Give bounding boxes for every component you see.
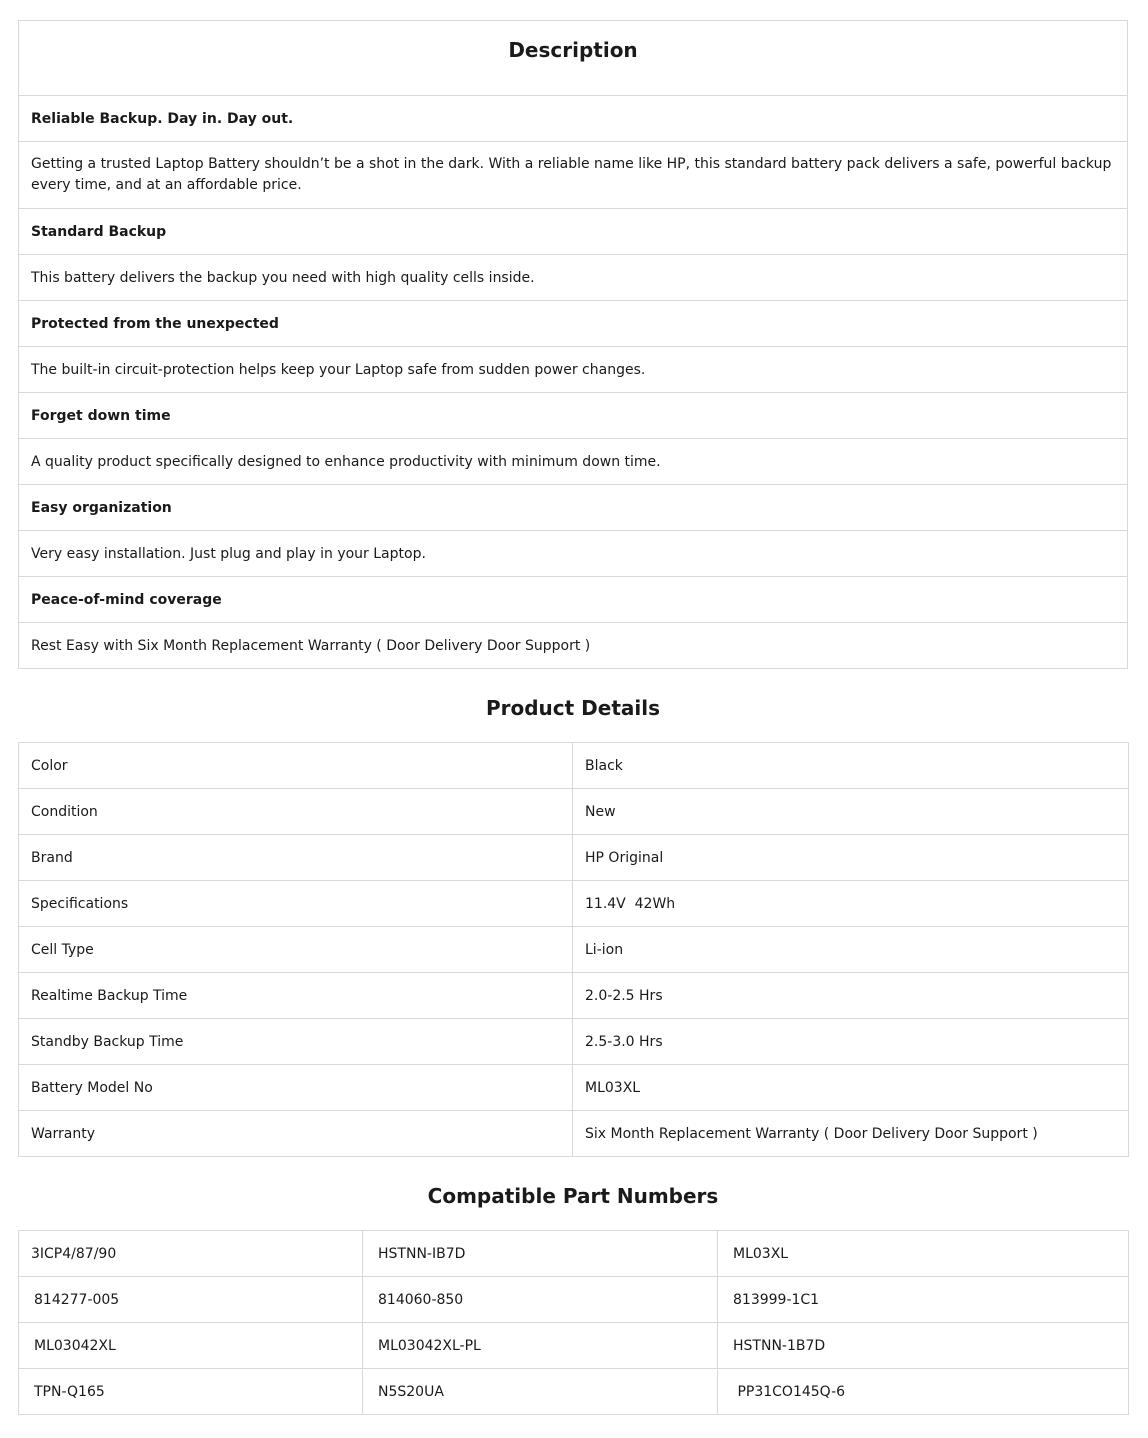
- detail-value: 11.4V 42Wh: [573, 881, 1129, 927]
- detail-value: New: [573, 789, 1129, 835]
- description-heading: Protected from the unexpected: [19, 301, 1128, 347]
- table-row: [19, 881, 1129, 927]
- detail-value: 2.5-3.0 Hrs: [573, 1019, 1129, 1065]
- detail-label: Warranty: [19, 1111, 573, 1157]
- table-row: [19, 789, 1129, 835]
- product-details-title: Product Details: [485, 696, 661, 720]
- description-text: A quality product specifically designed to enhance productivity with minimum down time.: [19, 439, 1128, 485]
- detail-value: 2.0-2.5 Hrs: [573, 973, 1129, 1019]
- table-row: [19, 973, 1129, 1019]
- part-number: HSTNN-IB7D: [363, 1231, 718, 1277]
- description-text: Very easy installation. Just plug and play in your Laptop.: [19, 531, 1128, 577]
- product-details-table: [18, 742, 1129, 1157]
- detail-label: Color: [19, 743, 573, 789]
- detail-value: Black: [573, 743, 1129, 789]
- description-title: Description: [19, 21, 1128, 96]
- detail-value: HP Original: [573, 835, 1129, 881]
- part-number: 814060-850: [363, 1277, 718, 1323]
- detail-label: Condition: [19, 789, 573, 835]
- description-table: [18, 20, 1128, 669]
- part-number: TPN-Q165: [19, 1369, 363, 1415]
- description-heading: Reliable Backup. Day in. Day out.: [19, 96, 1128, 142]
- compatible-parts-title: Compatible Part Numbers: [427, 1184, 719, 1208]
- product-page: [18, 20, 1128, 1415]
- detail-label: Cell Type: [19, 927, 573, 973]
- description-text: The built-in circuit-protection helps keep your Laptop safe from sudden power changes.: [19, 347, 1128, 393]
- description-text: Rest Easy with Six Month Replacement Warranty ( Door Delivery Door Support ): [19, 623, 1128, 669]
- detail-label: Realtime Backup Time: [19, 973, 573, 1019]
- part-number: 3ICP4/87/90: [19, 1231, 363, 1277]
- part-number: PP31CO145Q-6: [718, 1369, 1129, 1415]
- description-text: This battery delivers the backup you need with high quality cells inside.: [19, 255, 1128, 301]
- part-number: 813999-1C1: [718, 1277, 1129, 1323]
- part-number: ML03042XL-PL: [363, 1323, 718, 1369]
- detail-label: Battery Model No: [19, 1065, 573, 1111]
- table-row: [19, 1369, 1129, 1415]
- table-row: [19, 1019, 1129, 1065]
- table-row: [19, 1231, 1129, 1277]
- description-heading: Forget down time: [19, 393, 1128, 439]
- part-number: N5S20UA: [363, 1369, 718, 1415]
- detail-value: ML03XL: [573, 1065, 1129, 1111]
- compatible-parts-table: [18, 1230, 1129, 1415]
- detail-label: Brand: [19, 835, 573, 881]
- detail-label: Specifications: [19, 881, 573, 927]
- part-number: ML03XL: [718, 1231, 1129, 1277]
- part-number: HSTNN-1B7D: [718, 1323, 1129, 1369]
- table-row: [19, 1277, 1129, 1323]
- table-row: [19, 1323, 1129, 1369]
- part-number: 814277-005: [19, 1277, 363, 1323]
- table-row: [19, 743, 1129, 789]
- detail-label: Standby Backup Time: [19, 1019, 573, 1065]
- description-heading: Easy organization: [19, 485, 1128, 531]
- description-text: Getting a trusted Laptop Battery shouldn’t be a shot in the dark. With a reliable name like HP, this standard battery pack delivers a safe, powerful backup every time, and at an affordable price.: [19, 142, 1128, 209]
- table-row: [19, 927, 1129, 973]
- table-row: [19, 1065, 1129, 1111]
- description-heading: Standard Backup: [19, 209, 1128, 255]
- part-number: ML03042XL: [19, 1323, 363, 1369]
- detail-value: Li-ion: [573, 927, 1129, 973]
- detail-value: Six Month Replacement Warranty ( Door Delivery Door Support ): [573, 1111, 1129, 1157]
- table-row: [19, 835, 1129, 881]
- table-row: [19, 1111, 1129, 1157]
- description-heading: Peace-of-mind coverage: [19, 577, 1128, 623]
